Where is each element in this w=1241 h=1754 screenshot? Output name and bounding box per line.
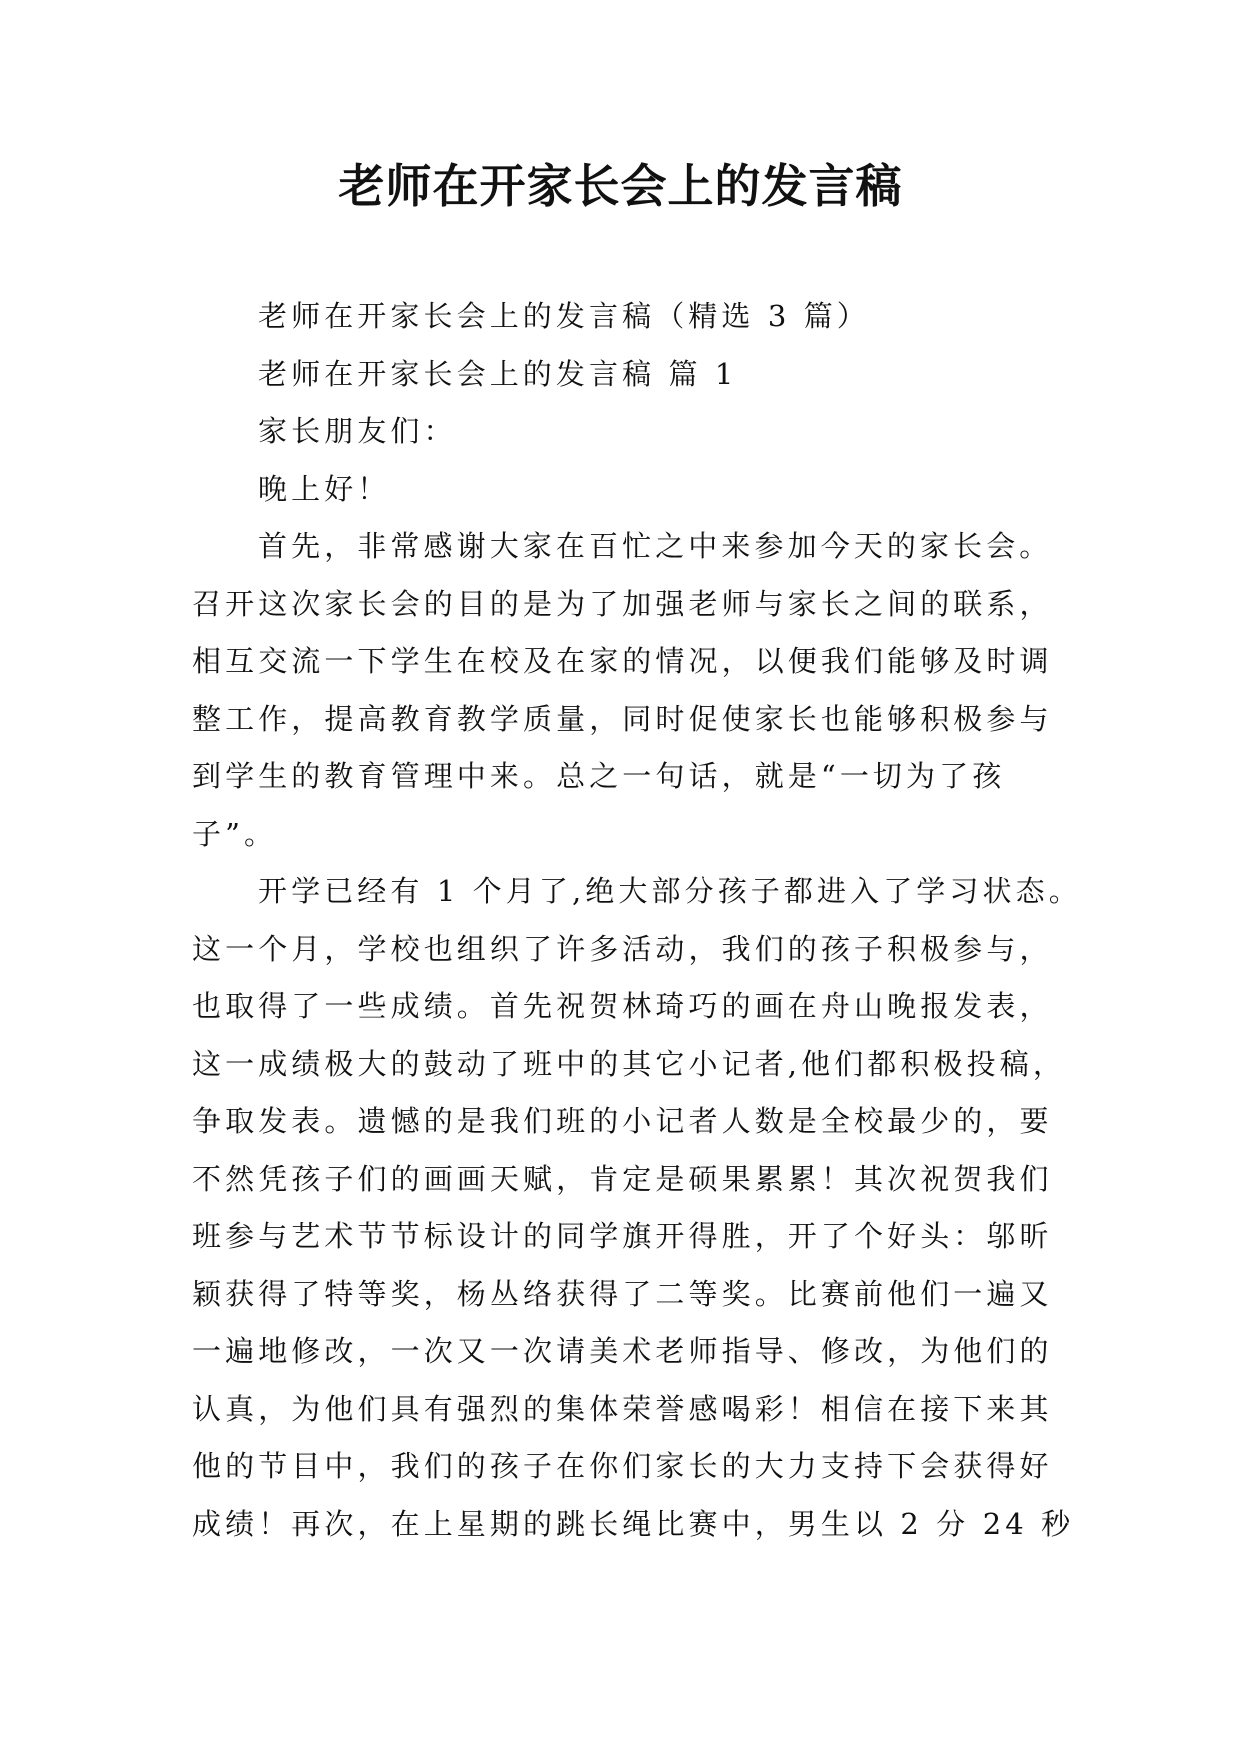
body-line: 晚上好！ <box>258 471 391 506</box>
body-line: 召开这次家长会的目的是为了加强老师与家长之间的联系， <box>192 586 1053 621</box>
body-line: 这一个月，学校也组织了许多活动，我们的孩子积极参与， <box>192 931 1053 966</box>
body-line: 老师在开家长会上的发言稿（精选 3 篇） <box>258 299 870 333</box>
body-line: 首先，非常感谢大家在百忙之中来参加今天的家长会。 <box>258 529 1053 563</box>
body-line: 也取得了一些成绩。首先祝贺林琦巧的画在舟山晚报发表， <box>192 989 1053 1023</box>
body-line: 成绩！再次，在上星期的跳长绳比赛中，男生以 2 分 24 秒 <box>192 1506 1075 1541</box>
body-line: 家长朋友们： <box>258 414 457 448</box>
body-line: 一遍地修改，一次又一次请美术老师指导、修改，为他们的 <box>192 1334 1053 1368</box>
body-line: 开学已经有 1 个月了,绝大部分孩子都进入了学习状态。 <box>258 874 1082 908</box>
body-line: 认真，为他们具有强烈的集体荣誉感喝彩！相信在接下来其 <box>192 1391 1053 1426</box>
body-line: 到学生的教育管理中来。总之一句话，就是“一切为了孩 <box>192 759 1006 793</box>
body-line: 整工作，提高教育教学质量，同时促使家长也能够积极参与 <box>192 701 1053 736</box>
body-line: 老师在开家长会上的发言稿 篇 1 <box>258 356 738 391</box>
document-body <box>192 288 1082 1553</box>
body-line: 争取发表。遗憾的是我们班的小记者人数是全校最少的，要 <box>192 1104 1053 1138</box>
body-line: 子”。 <box>192 816 278 851</box>
body-line: 他的节目中，我们的孩子在你们家长的大力支持下会获得好 <box>192 1449 1053 1483</box>
body-line: 颖获得了特等奖，杨丛络获得了二等奖。比赛前他们一遍又 <box>192 1276 1053 1311</box>
body-line: 相互交流一下学生在校及在家的情况，以便我们能够及时调 <box>192 644 1053 678</box>
body-line: 班参与艺术节节标设计的同学旗开得胜，开了个好头：邬昕 <box>192 1219 1053 1253</box>
body-line: 不然凭孩子们的画画天赋，肯定是硕果累累！其次祝贺我们 <box>192 1161 1053 1196</box>
document-title: 老师在开家长会上的发言稿 <box>338 159 903 213</box>
body-line: 这一成绩极大的鼓动了班中的其它小记者,他们都积极投稿， <box>192 1046 1066 1081</box>
